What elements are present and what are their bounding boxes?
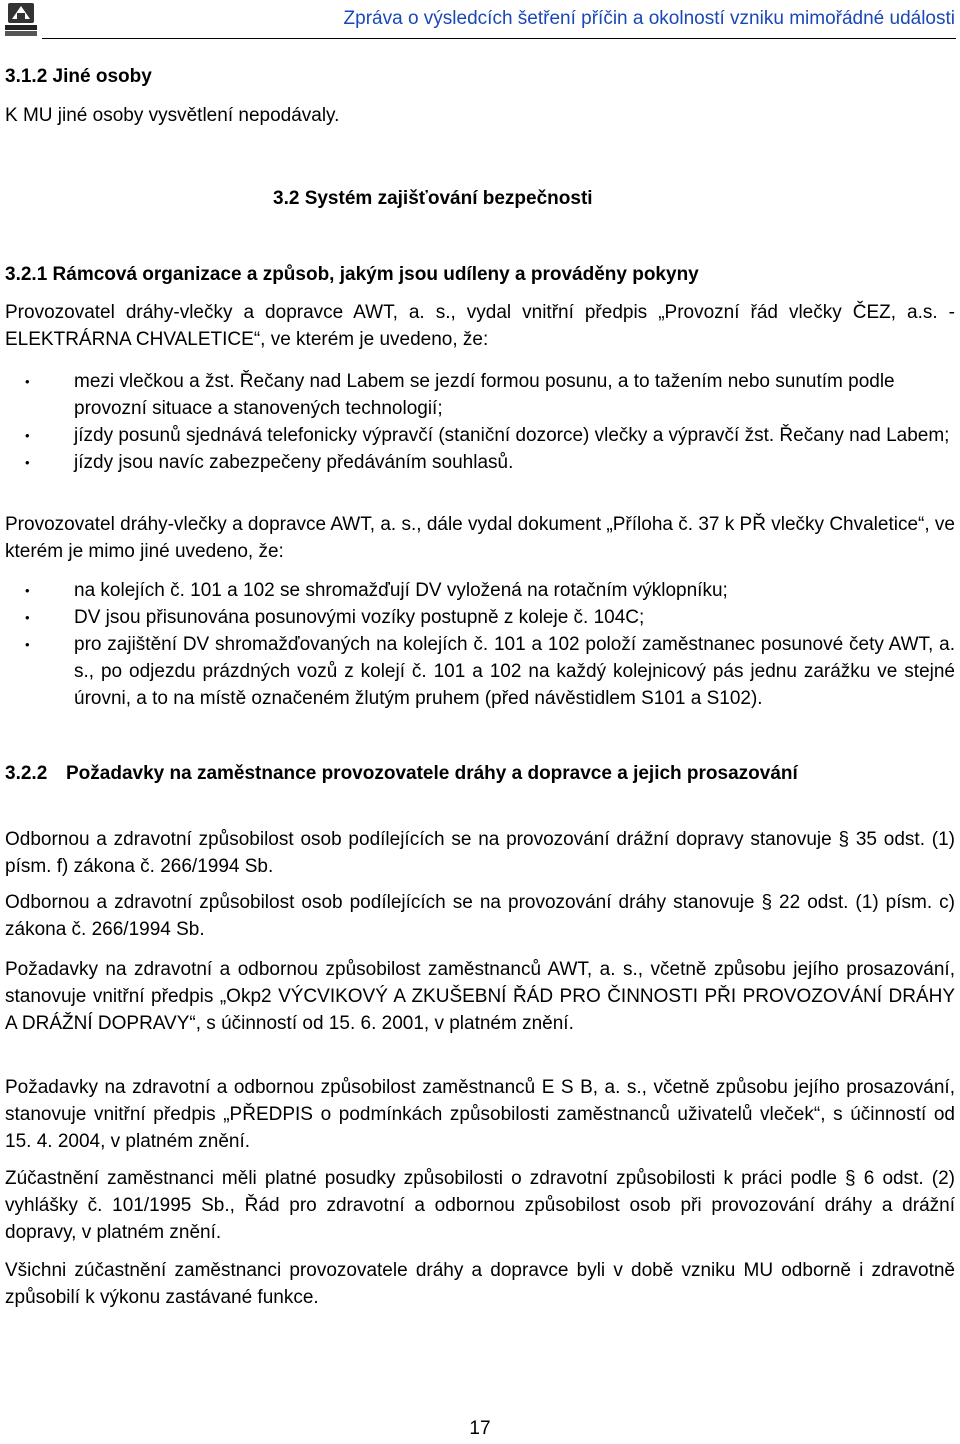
heading-3-2-2: Požadavky na zaměstnance provozovatele dráhy a dopravce a jejich prosazování — [66, 763, 798, 784]
paragraph-3-2-2-2: Odbornou a zdravotní způsobilost osob podílejících se na provozování dráhy stanovuje § 22 odst. (1) písm. c) zákona č. 266/1994 Sb. — [5, 892, 955, 940]
heading-3-1-2: 3.1.2 Jiné osoby — [5, 66, 152, 87]
paragraph-3-2-2-3: Požadavky na zdravotní a odbornou způsobilost zaměstnanců AWT, a. s., včetně způsobu jejího prosazování, stanovuje vnitřní předpis „Okp2 VÝCVIKOVÝ A ZKUŠEBNÍ ŘÁD PRO ČINNOSTI PŘI PROVOZOVÁNÍ DRÁHY A DRÁŽNÍ DOPRAVY“, s účinností od 15. 6. 2001, v platném znění. — [5, 959, 955, 1034]
paragraph-3-2-1-b: Provozovatel dráhy-vlečky a dopravce AWT, a. s., dále vydal dokument „Příloha č. 37 k PŘ vlečky Chvaletice“, ve kterém je mimo jiné uvedeno, že: — [5, 514, 955, 562]
list-item: • jízdy posunů sjednává telefonicky výpravčí (staniční dozorce) vlečky a výpravčí žst. Řečany nad Labem; — [5, 422, 955, 449]
heading-3-2: 3.2 Systém zajišťování bezpečnosti — [273, 188, 593, 209]
heading-3-2-1: 3.2.1 Rámcová organizace a způsob, jakým jsou udíleny a prováděny pokyny — [5, 264, 699, 285]
list-item: • pro zajištění DV shromažďovaných na kolejích č. 101 a 102 položí zaměstnanec posunové čety AWT, a. s., po odjezdu prázdných vozů z kolejí č. 101 a 102 na každý kolejnicový pás jednu zarážku ve stejné úrovni, a to na místě označeném žlutým pruhem (před návěstidlem S101 a S102). — [5, 631, 955, 712]
bullet-list-2 — [5, 577, 955, 712]
list-item: • na kolejích č. 101 a 102 se shromažďují DV vyložená na rotačním výklopníku; — [5, 577, 955, 604]
paragraph-3-2-1-a: Provozovatel dráhy-vlečky a dopravce AWT, a. s., vydal vnitřní předpis „Provozní řád vlečky ČEZ, a.s. - ELEKTRÁRNA CHVALETICE“, ve kterém je uvedeno, že: — [5, 302, 955, 350]
heading-3-2-2-number: 3.2.2 — [5, 763, 48, 784]
list-item: • DV jsou přisunována posunovými vozíky postupně z koleje č. 104C; — [5, 604, 955, 631]
drazni-inspekce-logo — [2, 1, 40, 38]
page-number: 17 — [469, 1418, 491, 1439]
header-divider — [42, 38, 956, 39]
paragraph-3-2-2-5: Zúčastnění zaměstnanci měli platné posudky způsobilosti o zdravotní způsobilosti k práci podle § 6 odst. (2) vyhlášky č. 101/1995 Sb., Řád pro zdravotní a odbornou způsobilost osob při provozování dráhy a drážní dopravy, v platném znění. — [5, 1168, 955, 1243]
paragraph-3-2-2-4: Požadavky na zdravotní a odbornou způsobilost zaměstnanců E S B, a. s., včetně způsobu jejího prosazování, stanovuje vnitřní předpis „PŘEDPIS o podmínkách způsobilosti zaměstnanců uživatelů vleček“, s účinností od 15. 4. 2004, v platném znění. — [5, 1077, 955, 1152]
paragraph-3-2-2-1: Odbornou a zdravotní způsobilost osob podílejících se na provozování drážní dopravy stanovuje § 35 odst. (1) písm. f) zákona č. 266/1994 Sb. — [5, 829, 955, 877]
bullet-list-1 — [5, 368, 955, 476]
paragraph-3-2-2-6: Všichni zúčastnění zaměstnanci provozovatele dráhy a dopravce byli v době vzniku MU odborně i zdravotně způsobilí k výkonu zastávané funkce. — [5, 1260, 955, 1308]
text-3-1-2: K MU jiné osoby vysvětlení nepodávaly. — [5, 105, 340, 126]
list-item: • mezi vlečkou a žst. Řečany nad Labem se jezdí formou posunu, a to tažením nebo sunutím podle provozní situace a stanovených technologií; — [5, 368, 955, 422]
list-item: • jízdy jsou navíc zabezpečeny předáváním souhlasů. — [5, 449, 955, 476]
header-title: Zpráva o výsledcích šetření příčin a okolností vzniku mimořádné události — [343, 8, 955, 29]
